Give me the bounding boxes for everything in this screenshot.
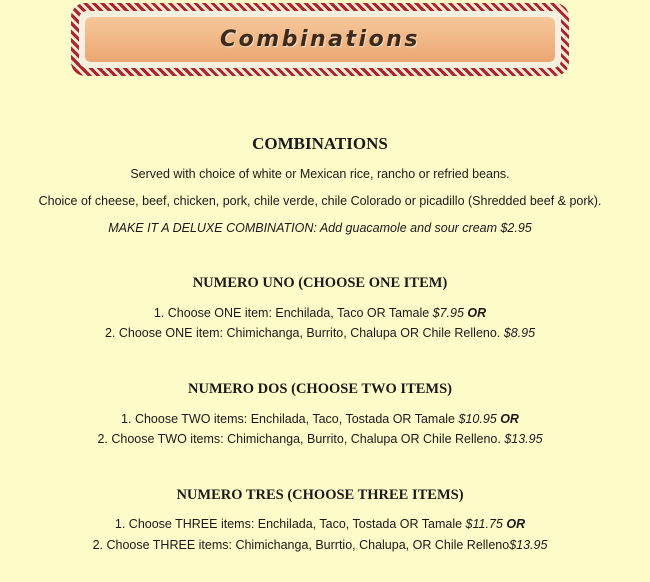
option-text: 2. Choose TWO items: Chimichanga, Burrito, Chalupa OR Chile Relleno. (97, 432, 505, 446)
option-price: $10.95 (458, 412, 497, 426)
option-uno-2 (0, 326, 640, 340)
option-or: OR (506, 517, 526, 531)
combinations-banner (71, 3, 569, 76)
option-text: 1. Choose ONE item: Enchilada, Taco OR Tamale (153, 306, 433, 320)
option-dos-2 (0, 432, 640, 446)
option-price: $13.95 (509, 538, 548, 552)
section-heading-uno: NUMERO UNO (CHOOSE ONE ITEM) (192, 275, 448, 291)
option-uno-1 (0, 306, 640, 320)
banner-inner-border (79, 11, 561, 68)
option-tres-2 (0, 538, 640, 552)
option-text: 1. Choose THREE items: Enchilada, Taco, Tostada OR Tamale (114, 517, 466, 531)
option-text: 2. Choose ONE item: Chimichanga, Burrito, Chalupa OR Chile Relleno. (104, 326, 504, 340)
banner-fill (85, 17, 555, 62)
intro-deluxe-note: MAKE IT A DELUXE COMBINATION: Add guacamole and sour cream $2.95 (108, 221, 532, 235)
banner-title: Combinations (220, 27, 420, 52)
option-price: $8.95 (503, 326, 536, 340)
intro-rice-beans: Served with choice of white or Mexican rice, rancho or refried beans. (130, 167, 510, 181)
section-heading-dos: NUMERO DOS (CHOOSE TWO ITEMS) (188, 381, 452, 397)
option-tres-1 (0, 517, 640, 531)
option-or: OR (467, 306, 487, 320)
intro-meat-choice: Choice of cheese, beef, chicken, pork, chile verde, chile Colorado or picadillo (Shredded beef & pork). (38, 194, 602, 208)
section-heading-tres: NUMERO TRES (CHOOSE THREE ITEMS) (176, 487, 464, 503)
page-title: COMBINATIONS (252, 134, 388, 153)
option-or: OR (500, 412, 519, 426)
option-price: $11.75 (465, 517, 503, 531)
option-text: 1. Choose TWO items: Enchilada, Taco, Tostada OR Tamale (121, 412, 459, 426)
option-price: $7.95 (432, 306, 464, 320)
option-price: $13.95 (504, 432, 543, 446)
option-dos-1 (0, 412, 640, 426)
option-text: 2. Choose THREE items: Chimichanga, Burrtio, Chalupa, OR Chile Relleno (92, 538, 510, 552)
